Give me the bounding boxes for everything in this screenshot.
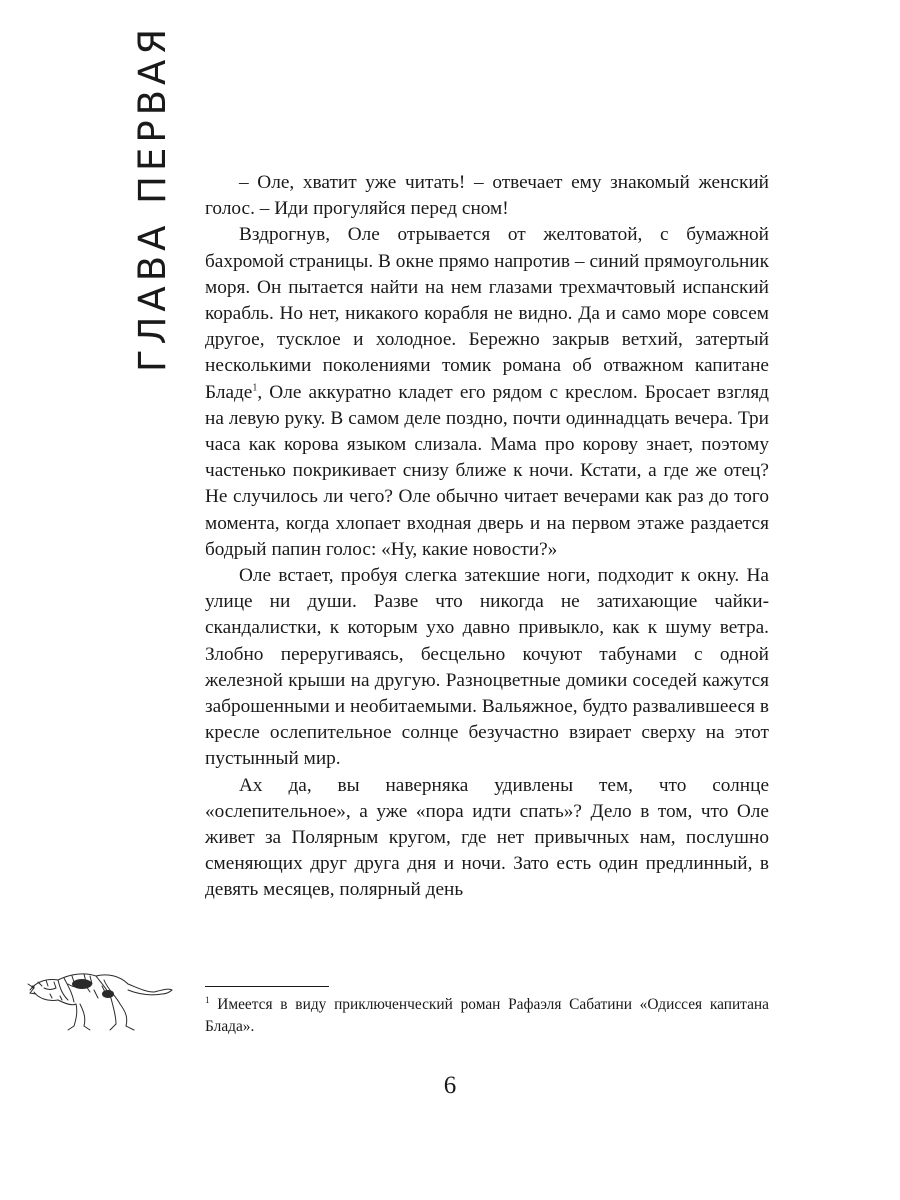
footnote-marker: 1 — [205, 994, 210, 1005]
footnote-text — [205, 994, 769, 1038]
footnote-ref[interactable]: 1 — [252, 382, 258, 394]
footnote-body: Имеется в виду приключенческий роман Рафаэля Сабатини «Одиссея капитана Блада». — [205, 996, 769, 1035]
paragraph-3: Оле встает, пробуя слегка затекшие ноги, подходит к окну. На улице ни души. Разве что никогда не затихающие чайки-скандалистки, к которым ухо давно привыкло, как к шуму ветра. Злобно переругиваясь, бесцельно кочуют табунами с одной железной крыши на другую. Разноцветные домики соседей кажутся заброшенными и необитаемыми. Вальяжное, будто развалившееся в кресле ослепительное солнце безучастно взирает сверху на этот пустынный мир. — [205, 565, 769, 770]
body-text — [205, 170, 769, 904]
page-number: 6 — [443, 1072, 457, 1099]
chapter-title: ГЛАВА ПЕРВАЯ — [131, 23, 174, 372]
paragraph-1: – Оле, хватит уже читать! – отвечает ему знакомый женский голос. – Иди прогуляйся перед сном! — [205, 172, 769, 220]
paragraph-2-end: , Оле аккуратно кладет его рядом с креслом. Бросает взгляд на левую руку. В самом деле поздно, почти одиннадцать вечера. Три часа как корова языком слизала. Мама про корову знает, поэтому частенько покрикивает снизу ближе к ночи. Кстати, а где же отец? Не случилось ли чего? Оле обычно читает вечерами как раз до того момента, когда хлопает входная дверь и на первом этаже раздается бодрый папин голос: «Ну, какие новости?» — [205, 381, 769, 560]
paragraph-2 — [205, 222, 769, 563]
paragraph-4: Ах да, вы наверняка удивлены тем, что солнце «ослепительное», а уже «пора идти спать»? Дело в том, что Оле живет за Полярным кругом, где нет привычных нам, послушно сменяющих друг друга дня и ночи. Зато есть один предлинный, в девять месяцев, полярный день — [205, 774, 769, 901]
animal-sketch-illustration — [24, 960, 174, 1038]
footnote — [205, 994, 769, 1038]
paragraph-2-start: Вздрогнув, Оле отрывается от желтоватой, с бумажной бахромой страницы. В окне прямо напротив – синий прямоугольник моря. Он пытается найти на нем глазами трехмачтовый испанский корабль. Но нет, никакого корабля не видно. Да и само море совсем другое, тусклое и холодное. Бережно закрыв ветхий, затертый несколькими поколениями томик романа об отважном капитане Бладе — [205, 224, 769, 403]
footnote-divider — [205, 986, 329, 987]
